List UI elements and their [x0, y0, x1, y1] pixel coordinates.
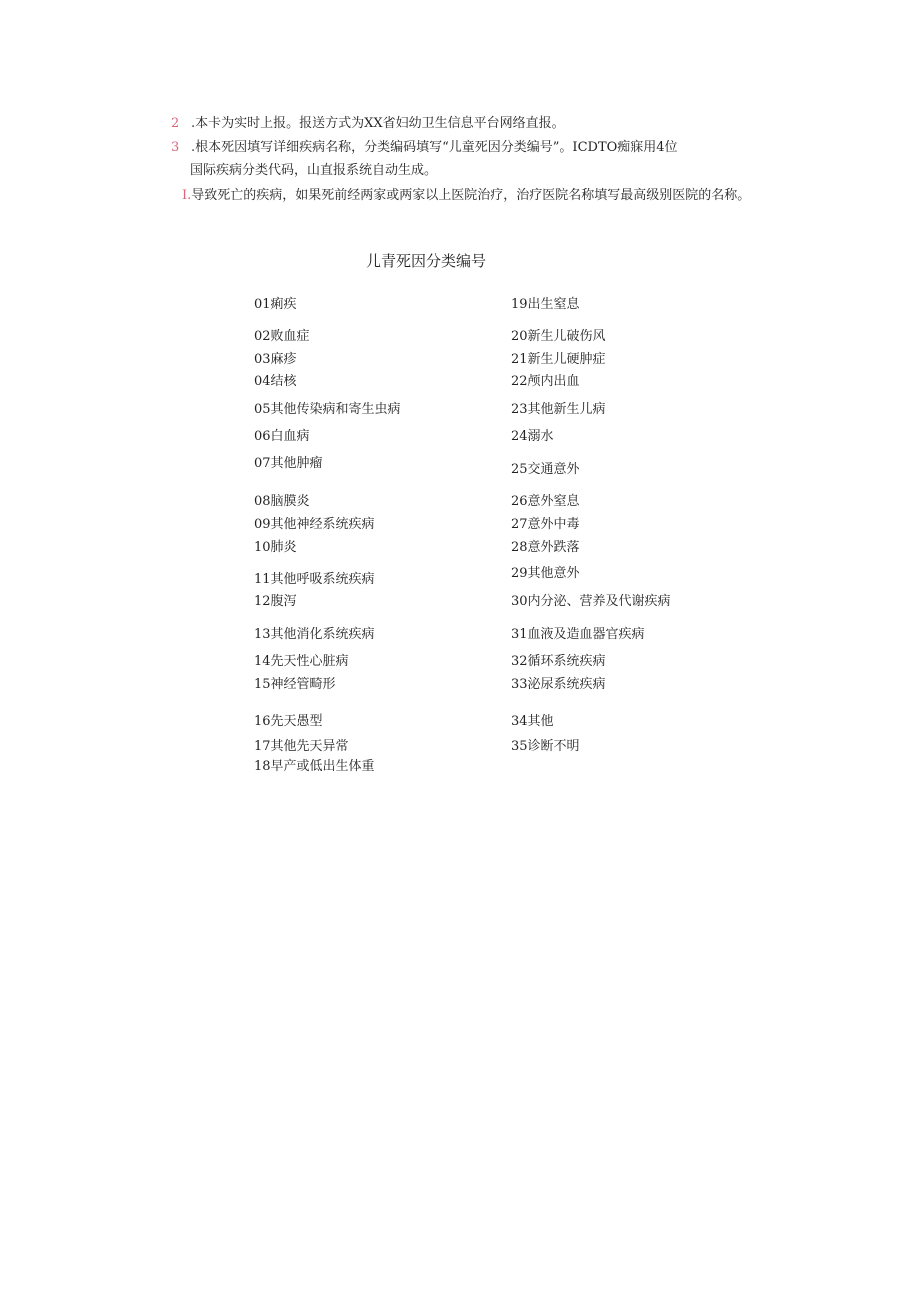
code-item: 19出生窒息 — [511, 297, 580, 312]
code-item: 21新生儿硬肿症 — [511, 352, 606, 367]
note-item-4 — [182, 188, 750, 204]
section-title: 儿青死因分类编号 — [365, 252, 486, 270]
code-item: 32循环系统疾病 — [511, 654, 606, 669]
code-item: 14先天性心脏病 — [254, 654, 349, 669]
code-item: 27意外中毒 — [511, 517, 580, 532]
code-item: 10肺炎 — [254, 540, 297, 555]
code-item: 15神经管畸形 — [254, 677, 336, 692]
code-item: 01痢疾 — [254, 297, 297, 312]
note-text: 本卡为实时上报。报送方式为XX省妇幼卫生信息平台网络直报。 — [195, 116, 565, 131]
code-item: 31血液及造血器官疾病 — [511, 627, 645, 642]
note-item-3 — [171, 140, 678, 156]
code-item: 13其他消化系统疾病 — [254, 627, 375, 642]
code-item: 04结核 — [254, 374, 297, 389]
code-item: 28意外跌落 — [511, 540, 580, 555]
code-item: 08脑膜炎 — [254, 494, 310, 509]
code-item: 06白血病 — [254, 429, 310, 444]
code-item: 29其他意外 — [511, 566, 580, 581]
code-item: 18早产或低出生体重 — [254, 759, 375, 774]
code-item: 12腹泻 — [254, 594, 297, 609]
code-item: 34其他 — [511, 714, 554, 729]
code-item: 02败血症 — [254, 329, 310, 344]
note-item-3-continuation — [190, 163, 437, 179]
note-separator: . — [191, 140, 196, 155]
code-item: 03麻疹 — [254, 352, 297, 367]
code-item: 25交通意外 — [511, 462, 580, 477]
note-text: 国际疾病分类代码，山直报系统自动生成。 — [190, 163, 438, 178]
code-item: 22颅内出血 — [511, 374, 580, 389]
note-separator: . — [191, 116, 196, 131]
note-number: 3 — [171, 140, 180, 155]
code-item: 33泌尿系统疾病 — [511, 677, 606, 692]
note-text: 根本死因填写详细疾病名称，分类编码填写“儿童死因分类编号”。ICDTO痴寐用4位 — [195, 140, 678, 155]
note-text: 导致死亡的疾病，如果死前经两家或两家以上医院治疗，治疗医院名称填写最高级别医院的名称。 — [191, 188, 751, 203]
note-number: 2 — [171, 116, 180, 131]
code-item: 23其他新生儿病 — [511, 402, 606, 417]
code-item: 09其他神经系统疾病 — [254, 517, 375, 532]
code-item: 26意外窒息 — [511, 494, 580, 509]
code-item: 24溺水 — [511, 429, 554, 444]
note-item-2 — [171, 116, 565, 132]
code-item: 07其他肿瘤 — [254, 456, 323, 471]
code-item: 17其他先天异常 — [254, 739, 349, 754]
note-number: I. — [182, 188, 192, 203]
code-item: 20新生儿破伤风 — [511, 329, 606, 344]
code-item: 30内分泌、营养及代谢疾病 — [511, 594, 671, 609]
code-item: 35诊断不明 — [511, 739, 580, 754]
code-item: 11其他呼吸系统疾病 — [254, 572, 375, 587]
code-item: 05其他传染病和寄生虫病 — [254, 402, 401, 417]
code-item: 16先天愚型 — [254, 714, 323, 729]
